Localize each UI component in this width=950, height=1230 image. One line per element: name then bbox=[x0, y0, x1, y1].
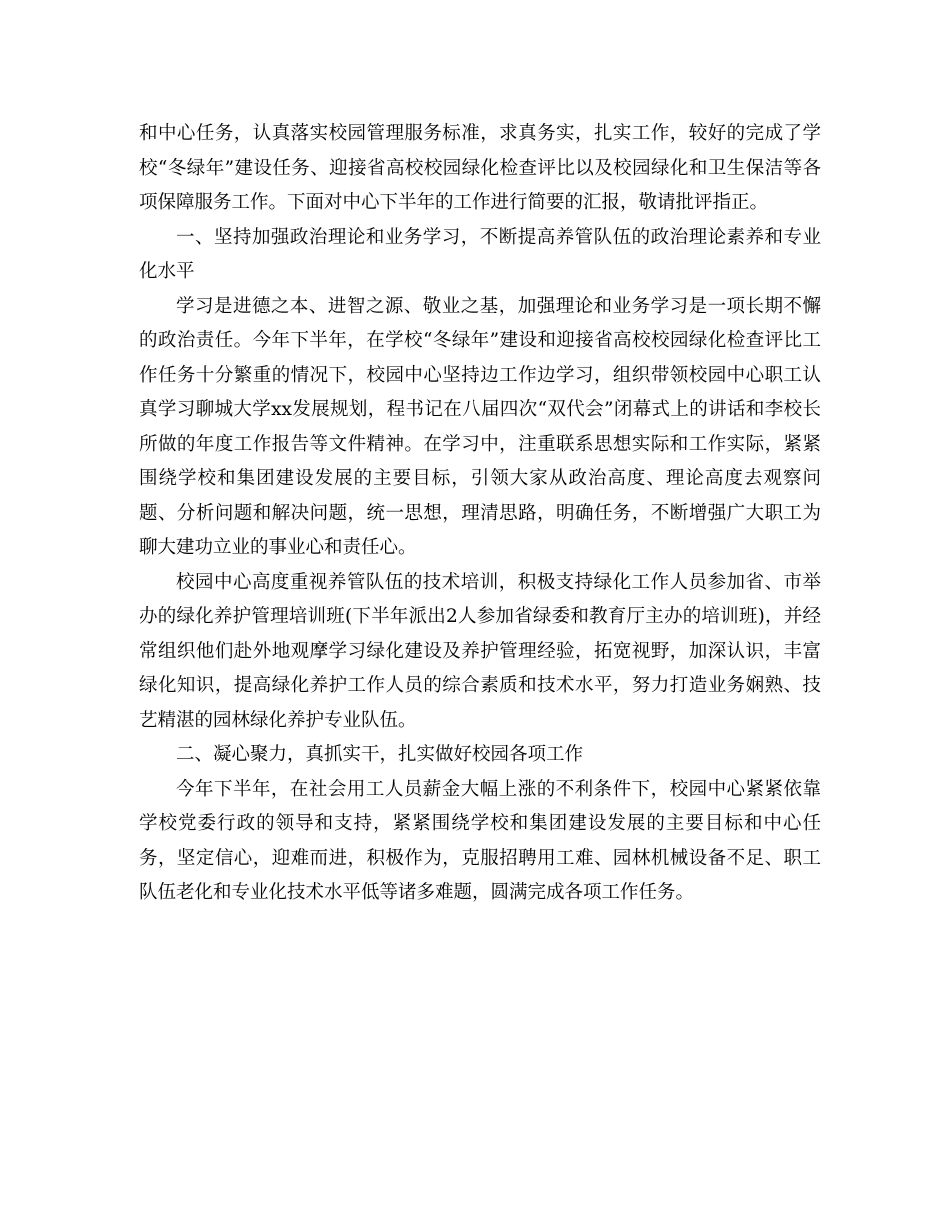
paragraph-continuation: 和中心任务，认真落实校园管理服务标准，求真务实，扎实工作，较好的完成了学校“冬绿年”建设任务、迎接省高校校园绿化检查评比以及校园绿化和卫生保洁等各项保障服务工作。下面对中心下半年的工作进行简要的汇报，敬请批评指正。 bbox=[139, 123, 821, 213]
paragraph-work: 今年下半年，在社会用工人员薪金大幅上涨的不利条件下，校园中心紧紧依靠学校党委行政的领导和支持，紧紧围绕学校和集团建设发展的主要目标和中心任务，坚定信心，迎难而进，积极作为，克服招聘用工难、园林机械设备不足、职工队伍老化和专业化技术水平低等诸多难题，圆满完成各项工作任务。 bbox=[139, 778, 821, 903]
paragraph-training: 校园中心高度重视养管队伍的技术培训，积极支持绿化工作人员参加省、市举办的绿化养护管理培训班(下半年派出2人参加省绿委和教育厅主办的培训班)，并经常组织他们赴外地观摩学习绿化建设及养护管理经验，拓宽视野，加深认识，丰富绿化知识，提高绿化养护工作人员的综合素质和技术水平，努力打造业务娴熟、技艺精湛的园林绿化养护专业队伍。 bbox=[139, 571, 821, 731]
document-body bbox=[139, 117, 821, 911]
section-heading-2: 二、凝心聚力，真抓实干，扎实做好校园各项工作 bbox=[176, 744, 584, 765]
paragraph-study: 学习是进德之本、进智之源、敬业之基，加强理论和业务学习是一项长期不懈的政治责任。今年下半年，在学校“冬绿年”建设和迎接省高校校园绿化检查评比工作任务十分繁重的情况下，校园中心坚持边工作边学习，组织带领校园中心职工认真学习聊城大学xx发展规划，程书记在八届四次“双代会”闭幕式上的讲话和李校长所做的年度工作报告等文件精神。在学习中，注重联系思想实际和工作实际，紧紧围绕学校和集团建设发展的主要目标，引领大家从政治高度、理论高度去观察问题、分析问题和解决问题，统一思想，理清思路，明确任务，不断增强广大职工为聊大建功立业的事业心和责任心。 bbox=[139, 295, 821, 558]
section-heading-1: 一、坚持加强政治理论和业务学习，不断提高养管队伍的政治理论素养和专业化水平 bbox=[139, 226, 821, 282]
